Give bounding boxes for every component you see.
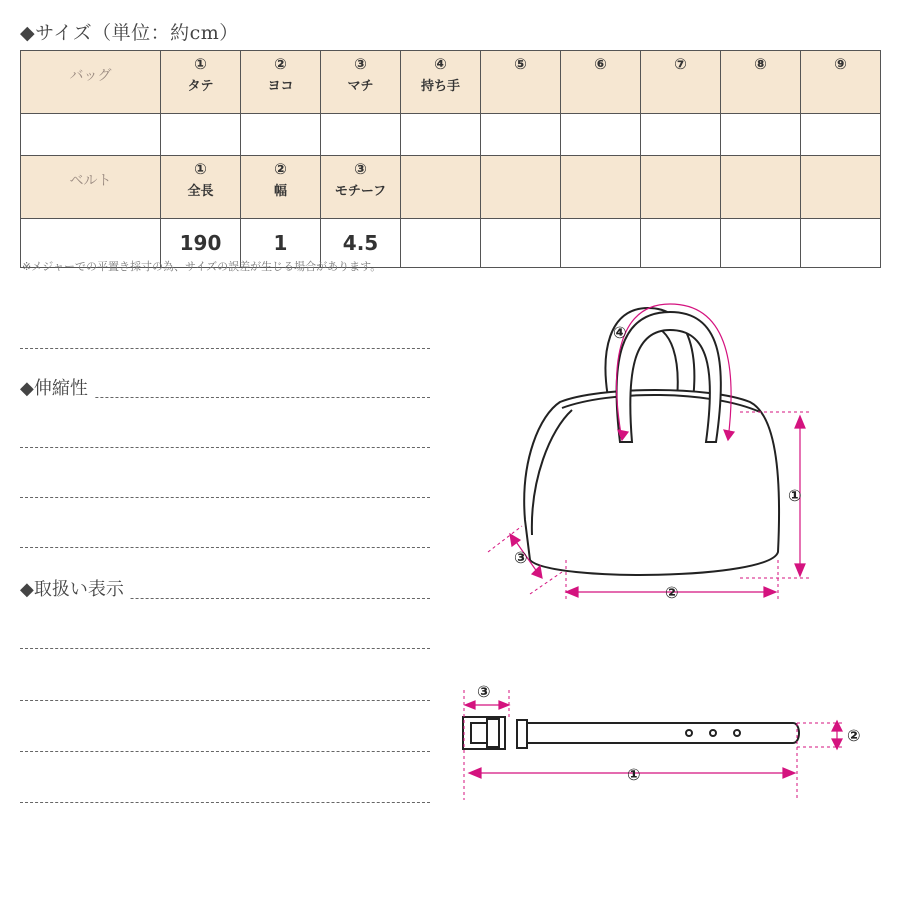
belt-value-width: 1: [241, 219, 321, 268]
belt-col-4: [401, 156, 481, 219]
arrowhead: [469, 768, 481, 778]
arrowhead: [795, 416, 805, 428]
belt-value-motif: 4.5: [321, 219, 401, 268]
bag-col-9: ⑨: [801, 51, 881, 114]
arrowhead: [783, 768, 795, 778]
belt-hole: [710, 730, 716, 736]
belt-value: [721, 219, 801, 268]
belt-header-row: [21, 156, 881, 219]
belt-col-2: ② 幅: [241, 156, 321, 219]
buckle-label: ③: [477, 682, 491, 701]
bag-measurement-diagram: [470, 290, 830, 610]
bag-size-table: [20, 50, 881, 163]
belt-value: [801, 219, 881, 268]
belt-measurement-diagram: [455, 675, 875, 805]
belt-col-1: ① 全長: [161, 156, 241, 219]
belt-value: [561, 219, 641, 268]
belt-value: [641, 219, 721, 268]
dashed-line: [20, 348, 430, 349]
bag-col-1: ① タテ: [161, 51, 241, 114]
belt-hole: [734, 730, 740, 736]
bag-col-8: ⑧: [721, 51, 801, 114]
bag-label: バッグ: [21, 51, 161, 114]
bag-col-3: ③ マチ: [321, 51, 401, 114]
bag-col-2: ② ヨコ: [241, 51, 321, 114]
width-label: ②: [665, 583, 679, 602]
dashed-line: [20, 802, 430, 803]
arrowhead: [566, 587, 578, 597]
dashed-line: [20, 547, 430, 548]
dashed-line: [20, 700, 430, 701]
dashed-line: [20, 751, 430, 752]
arrowhead: [499, 701, 509, 709]
belt-value-length: 190: [161, 219, 241, 268]
belt-value: [401, 219, 481, 268]
arrowhead: [465, 701, 475, 709]
bag-header-row: [21, 51, 881, 114]
belt-size-table: [20, 155, 881, 268]
arrowhead: [795, 564, 805, 576]
dashed-line: [20, 648, 430, 649]
belt-col-7: [641, 156, 721, 219]
arrowhead: [764, 587, 776, 597]
belt-label: ベルト: [21, 156, 161, 219]
arrowhead: [532, 566, 542, 578]
bag-col-5: ⑤: [481, 51, 561, 114]
belt-col-6: [561, 156, 641, 219]
bag-col-7: ⑦: [641, 51, 721, 114]
arrowhead: [510, 534, 520, 546]
size-section-title: ◆サイズ（単位：約cm）: [20, 22, 239, 44]
belt-col-9: [801, 156, 881, 219]
belt-buckle-prong: [487, 719, 499, 747]
belt-keeper: [517, 720, 527, 748]
length-label: ①: [627, 765, 641, 784]
belt-col-5: [481, 156, 561, 219]
handle-label: ④: [613, 323, 627, 342]
bag-body: [524, 390, 779, 575]
care-heading: ◆取扱い表示: [20, 575, 130, 601]
dashed-line: [20, 497, 430, 498]
belt-value: [481, 219, 561, 268]
belt-strap: [517, 723, 799, 743]
width-label: ②: [847, 726, 861, 745]
height-label: ①: [788, 486, 802, 505]
belt-col-3: ③ モチーフ: [321, 156, 401, 219]
bag-col-6: ⑥: [561, 51, 641, 114]
gusset-label: ③: [514, 548, 528, 567]
belt-col-8: [721, 156, 801, 219]
belt-hole: [686, 730, 692, 736]
bag-col-4: ④ 持ち手: [401, 51, 481, 114]
measurement-note: ※メジャーでの平置き採寸の為、サイズの誤差が生じる場合があります。: [22, 260, 382, 273]
dashed-line: [20, 447, 430, 448]
stretch-heading: ◆伸縮性: [20, 374, 94, 400]
